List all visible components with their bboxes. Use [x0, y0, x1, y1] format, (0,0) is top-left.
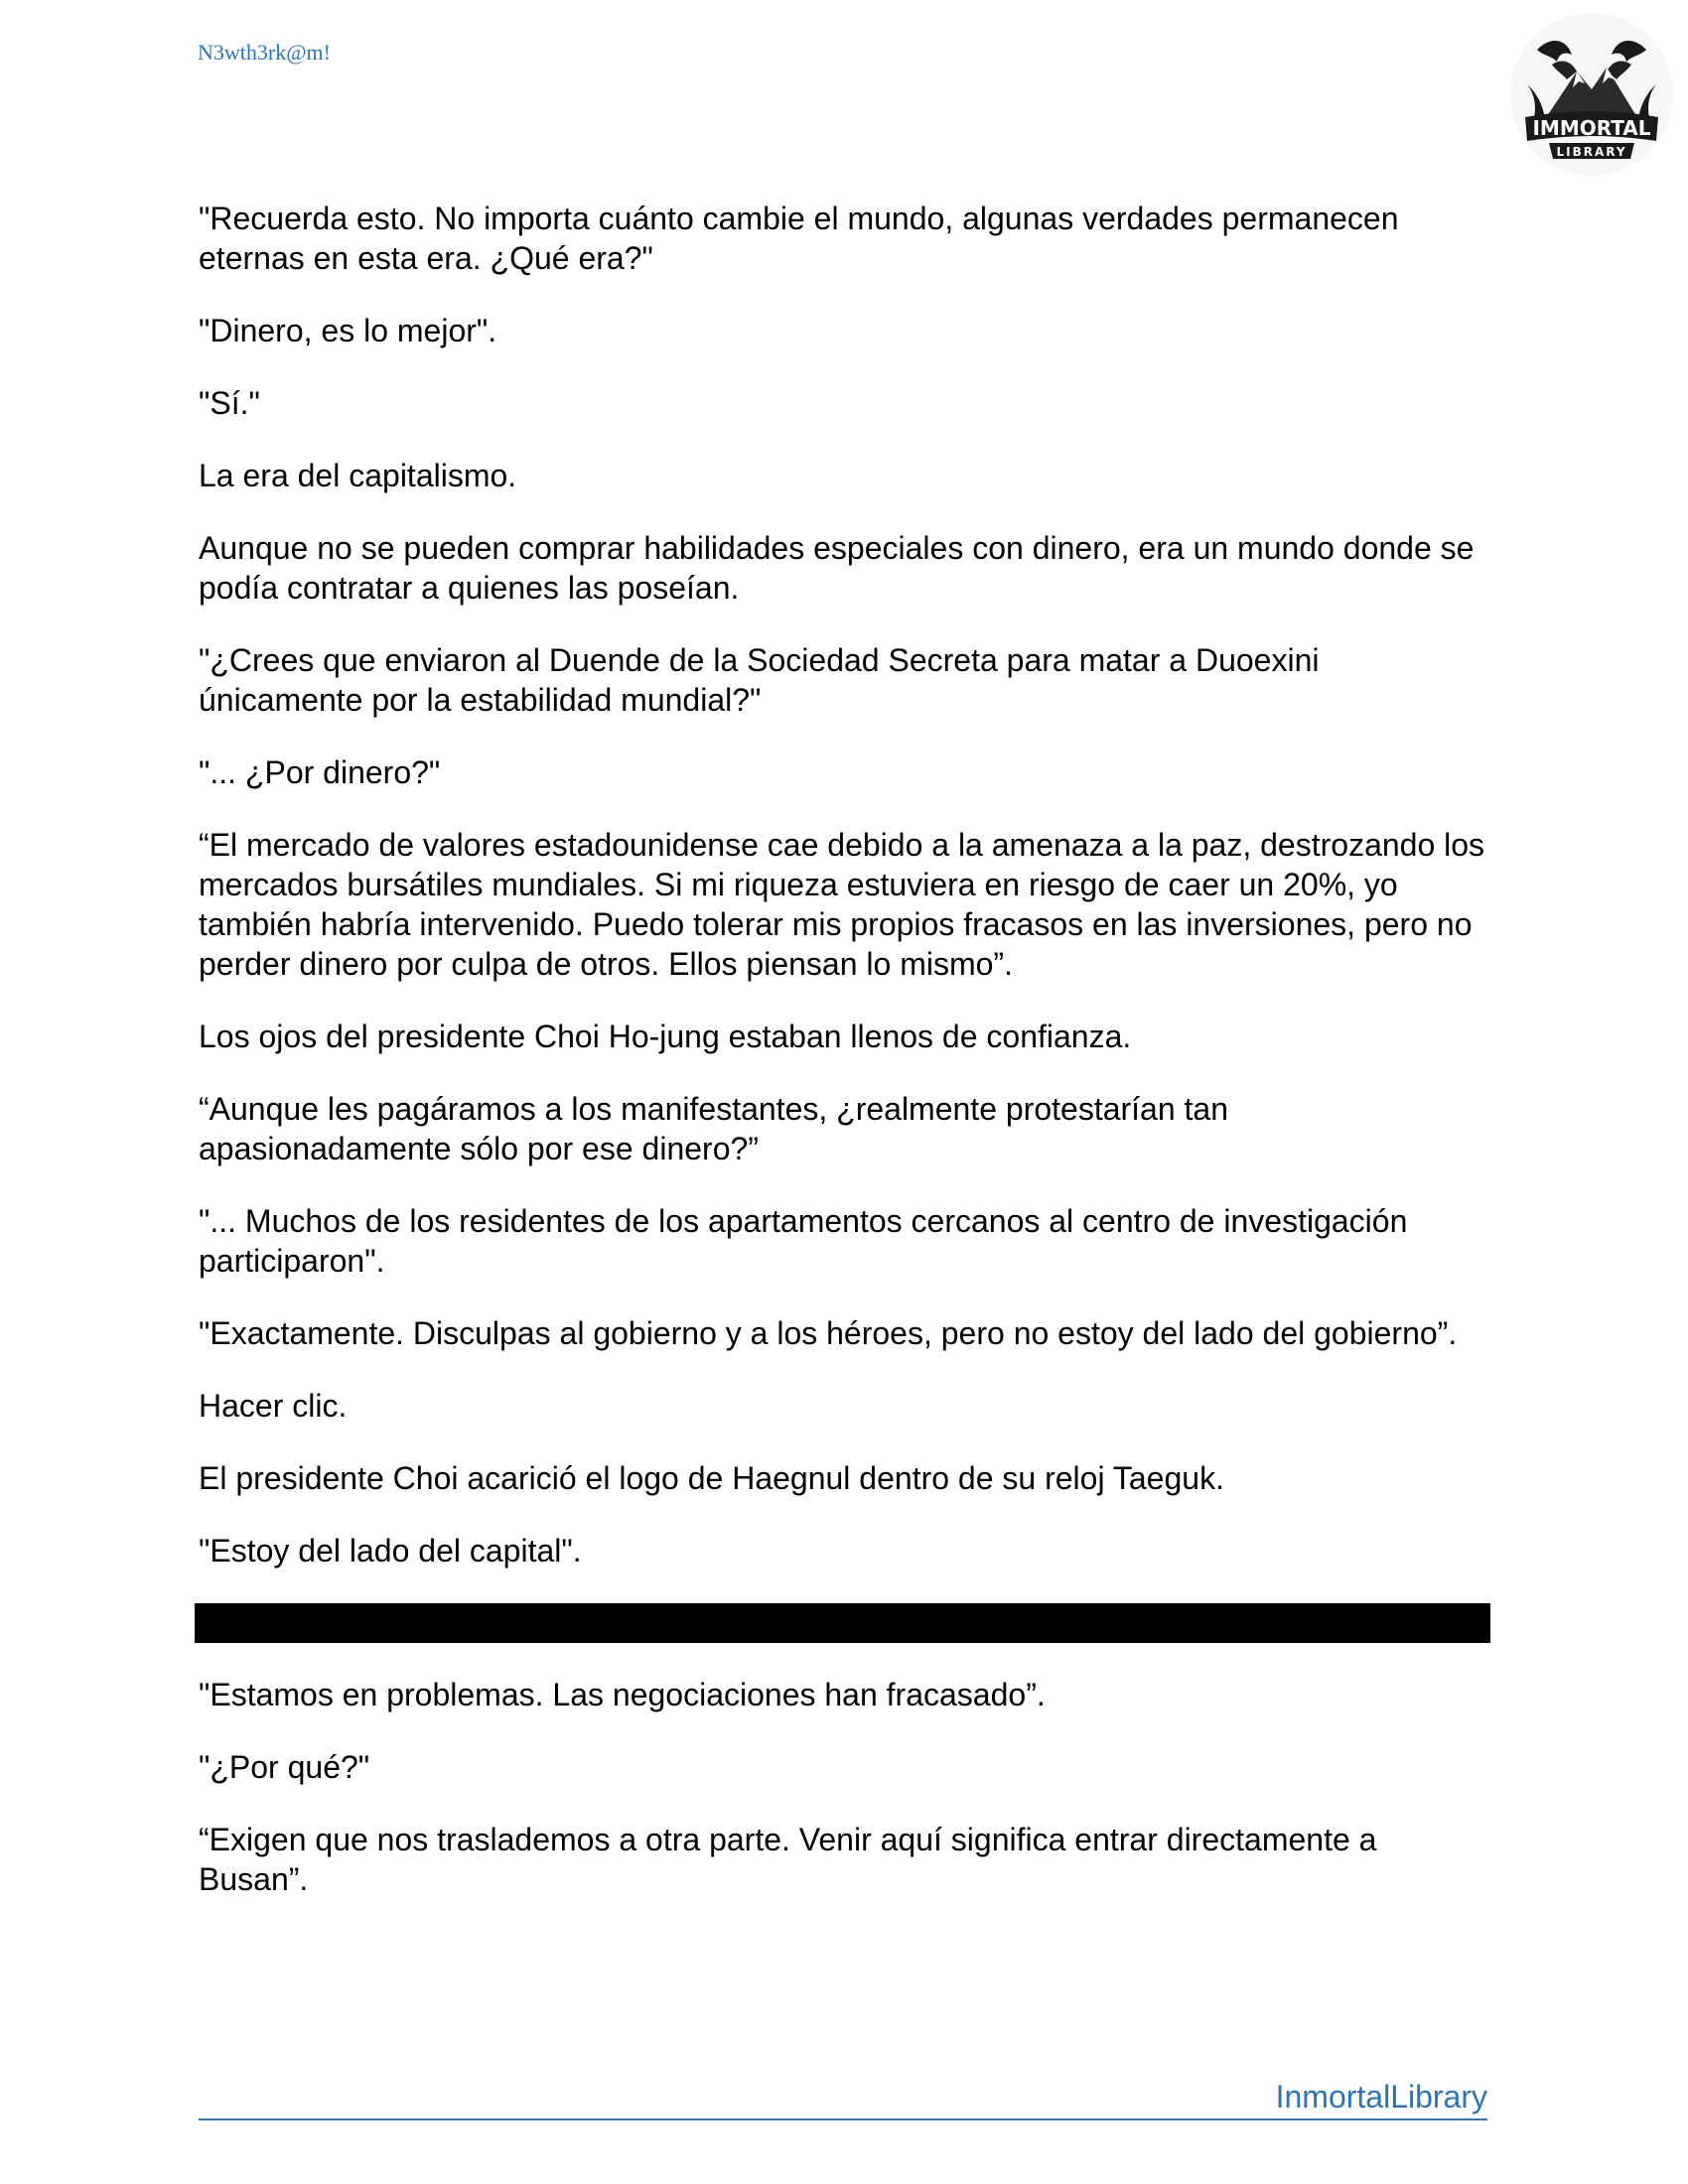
logo-line2: LIBRARY: [1556, 145, 1627, 159]
paragraph: "¿Crees que enviaron al Duende de la Sociedad Secreta para matar a Duoexini únicamente por la estabilidad mundial?": [199, 642, 1329, 718]
paragraph: "... Muchos de los residentes de los apartamentos cercanos al centro de investigación participaron".: [199, 1203, 1417, 1279]
paragraph: “Aunque les pagáramos a los manifestantes, ¿realmente protestarían tan apasionadamente sólo por ese dinero?”: [199, 1091, 1237, 1166]
paragraph: Hacer clic.: [199, 1388, 348, 1424]
paragraph: "... ¿Por dinero?": [199, 754, 441, 790]
paragraph: "Sí.": [199, 385, 260, 421]
document-body: [199, 199, 1493, 1932]
watermark-text: N3wth3rk@m!: [198, 40, 331, 65]
dragon-mountain-logo-icon: [1507, 10, 1676, 179]
footer-link[interactable]: [199, 2077, 1487, 2120]
paragraph: Aunque no se pueden comprar habilidades especiales con dinero, era un mundo donde se podía contratar a quienes las poseían.: [199, 530, 1483, 606]
paragraph: Los ojos del presidente Choi Ho-jung estaban llenos de confianza.: [199, 1019, 1132, 1054]
paragraph: "¿Por qué?": [199, 1749, 370, 1785]
logo-line1: IMMORTAL: [1532, 116, 1651, 140]
section-separator-bar: [195, 1603, 1490, 1643]
immortal-library-logo: [1507, 10, 1676, 179]
paragraph: "Exactamente. Disculpas al gobierno y a los héroes, pero no estoy del lado del gobierno”.: [199, 1315, 1458, 1351]
paragraph: "Estoy del lado del capital".: [199, 1533, 582, 1569]
paragraph: "Dinero, es lo mejor".: [199, 313, 497, 348]
paragraph: "Estamos en problemas. Las negociaciones han fracasado”.: [199, 1677, 1046, 1712]
paragraph: El presidente Choi acarició el logo de Haegnul dentro de su reloj Taeguk.: [199, 1460, 1224, 1496]
footer-link-text[interactable]: InmortalLibrary: [1275, 2079, 1487, 2115]
paragraph: La era del capitalismo.: [199, 458, 517, 493]
paragraph: "Recuerda esto. No importa cuánto cambie el mundo, algunas verdades permanecen eternas en esta era. ¿Qué era?": [199, 201, 1408, 276]
paragraph: “Exigen que nos traslademos a otra parte. Venir aquí significa entrar directamente a Busan”.: [199, 1822, 1386, 1897]
paragraph: “El mercado de valores estadounidense cae debido a la amenaza a la paz, destrozando los mercados bursátiles mundiales. Si mi riqueza estuviera en riesgo de caer un 20%, yo también habría intervenido. Puedo tolerar mis propios fracasos en las inversiones, pero no perder dinero por culpa de otros. Ellos piensan lo mismo”.: [199, 827, 1493, 982]
